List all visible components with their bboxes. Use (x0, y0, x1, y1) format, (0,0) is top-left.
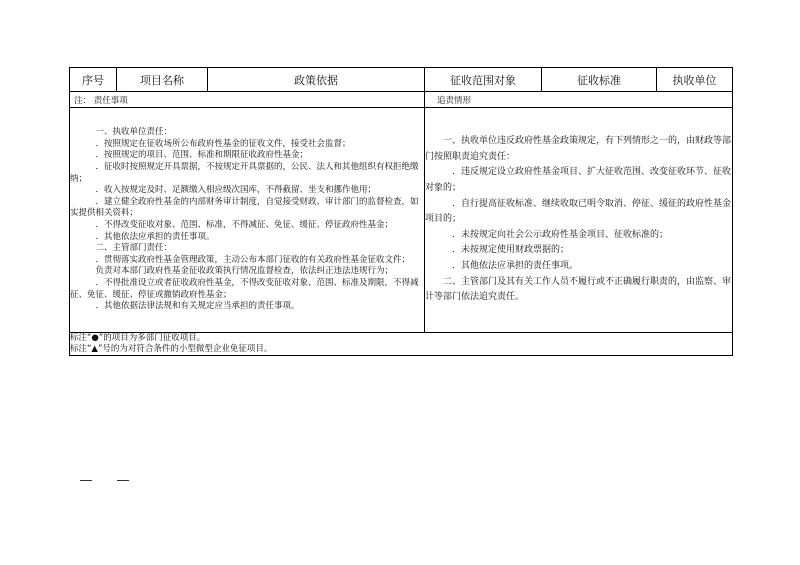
resp-line: ．不得批准设立或者征收政府性基金，不得改变征收对象、范围、标准及期限，不得减征、免征、缓征、停征或撤销政府性基金； (70, 277, 419, 300)
resp-line: ．收入按规定及时、足额缴入相应级次国库，不得截留、坐支和挪作他用； (95, 185, 377, 196)
footnote-small-business: 标注“▲”号的为对符合条件的小型微型企业免征项目。 (70, 344, 273, 354)
resp-line: ．不得改变征收对象、范围、标准，不得减征、免征、缓征、停征政府性基金； (95, 220, 394, 230)
note-responsibilities-label: 注： 责任事项 (70, 92, 425, 108)
header-project-name: 项目名称 (117, 68, 208, 92)
header-standard: 征收标准 (542, 68, 657, 92)
footnote-row (70, 333, 733, 356)
footnotes-cell (70, 333, 733, 356)
resp-line: 二、主管部门责任： (95, 243, 173, 254)
table-header-row (70, 68, 733, 92)
page-number-dash-left (80, 480, 92, 481)
accountability-cell (425, 108, 733, 333)
fee-table (69, 67, 733, 356)
acct-line: ．未按规定向社会公示政府性基金项目、征收标准的； (452, 229, 669, 240)
responsibilities-cell (70, 108, 425, 333)
resp-line: ．其他依据法律法规和有关规定应当承担的责任事项。 (95, 301, 300, 312)
acct-line: ．违反规定设立政府性基金项目、扩大征收范围、改变征收环节、征收对象的； (425, 167, 732, 194)
resp-line: ．其他依法应承担的责任事项。 (95, 231, 215, 242)
note-row (70, 92, 733, 108)
page-number-dash-right (117, 480, 129, 481)
footnote-multi-department: 标注“●”的项目为多部门征收项目。 (70, 333, 206, 343)
resp-line: 负责对本部门政府性基金征收政策执行情况监督检查，依法纠正违法违规行为； (95, 266, 394, 277)
acct-line: 二、主管部门及其有关工作人员不履行或不正确履行职责的，由监察、审计等部门依法追究责任。 (425, 276, 732, 303)
acct-line: ．未按规定使用财政票据的； (452, 245, 570, 256)
resp-line: ．贯彻落实政府性基金管理政策，主动公布本部门征收的有关政府性基金征收文件； (95, 254, 411, 265)
acct-line: ．其他依法应承担的责任事项。 (452, 260, 579, 271)
acct-line: 一、执收单位违反政府性基金政策规定，有下列情形之一的，由财政等部门按照职责追究责任： (425, 136, 732, 162)
resp-line: ．征收时按照规定开具票据，不按规定开具票据的，公民、法人和其他组织有权拒绝缴纳； (70, 162, 419, 184)
resp-line: ．建立健全政府性基金的内部财务审计制度，自觉接受财政、审计部门的监督检查，如实提供相关资料； (70, 196, 419, 219)
header-serial-no: 序号 (70, 68, 117, 92)
note-accountability-label: 追责情形 (425, 92, 733, 108)
header-collecting-unit: 执收单位 (657, 68, 733, 92)
acct-line: ．自行提高征收标准、继续收取已明令取消、停征、缓征的政府性基金项目的； (425, 198, 732, 225)
resp-line: ．按照规定的项目、范围、标准和期限征收政府性基金； (95, 150, 309, 161)
resp-line: ．按照规定在征收场所公布政府性基金的征收文件，接受社会监督； (95, 138, 351, 149)
content-row (70, 108, 733, 333)
header-scope: 征收范围对象 (425, 68, 542, 92)
header-policy-basis: 政策依据 (208, 68, 425, 92)
resp-line: 一、执收单位责任： (95, 127, 173, 138)
